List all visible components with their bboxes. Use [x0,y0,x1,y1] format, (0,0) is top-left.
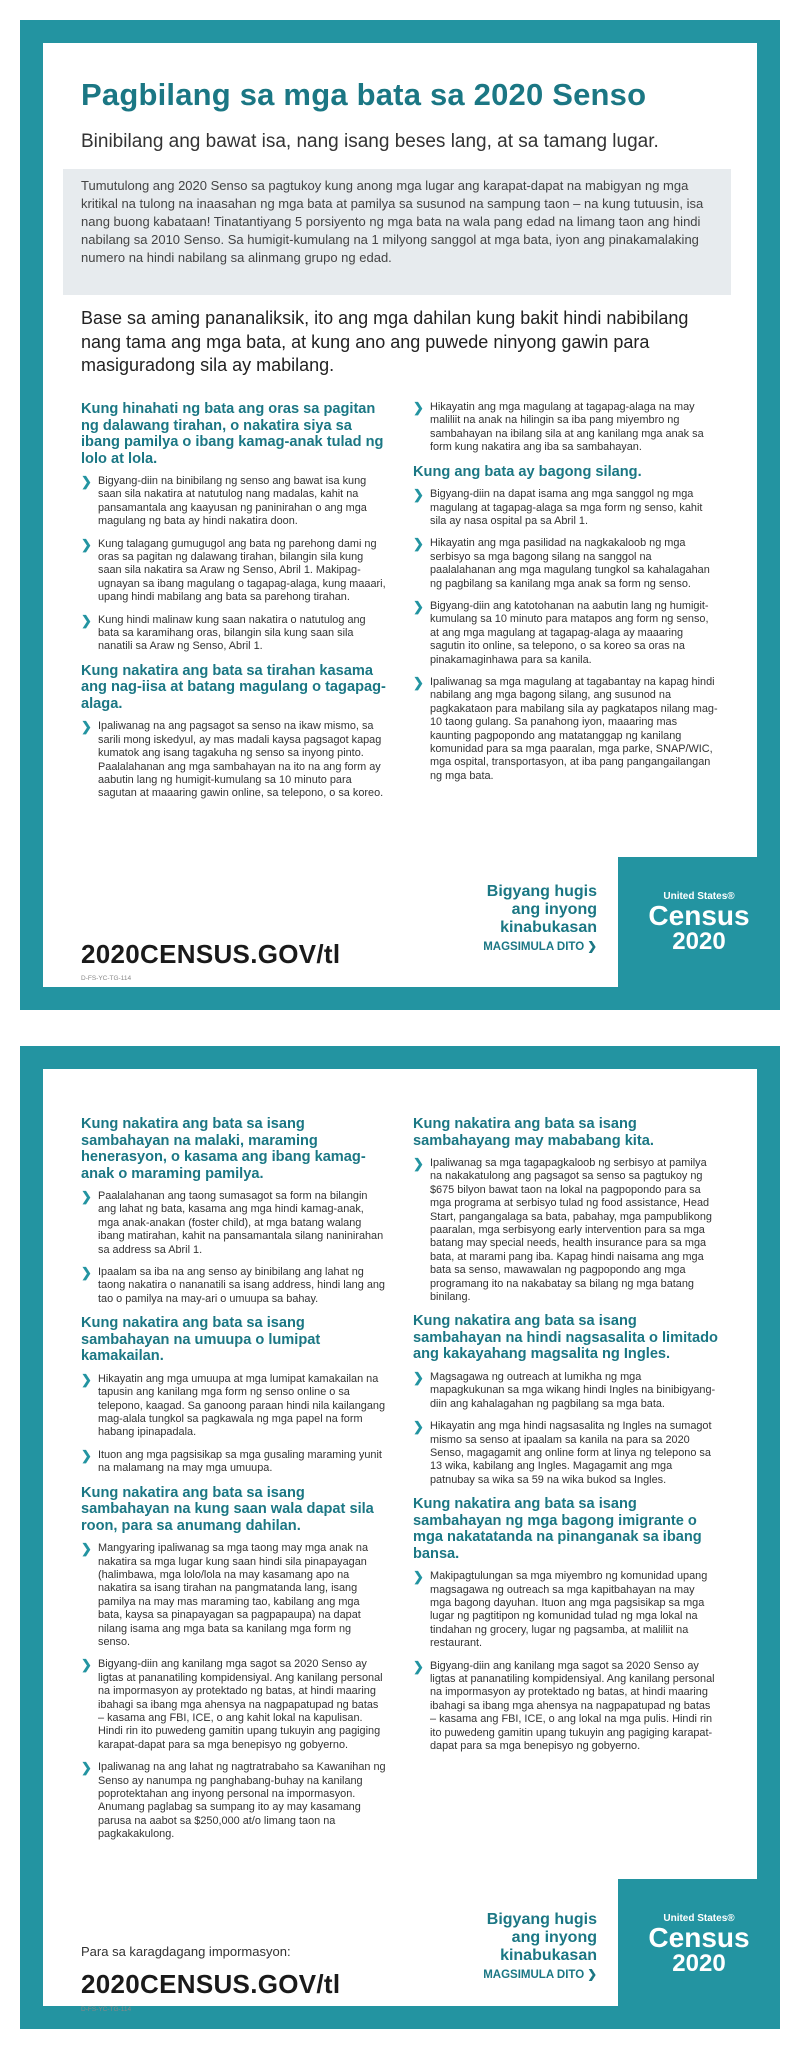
bullet-text: Ipaliwanag na ang pagsagot sa senso na ikaw mismo, sa sarili mong iskedyul, ay mas madali kaysa pagsagot kapag kumatok ang isang tagakuha ng senso sa inyong pinto. Paalalahanan ang mga sambahayan na ito na ang form ay aabutin lang ng humigit-kumulang sa 10 minuto para sagutan at maaaring gawin online, sa telepono, o sa koreo. [98,720,384,800]
tagline-line: kinabukasan [500,919,597,936]
tagline-line: Bigyang hugis [486,883,597,900]
page-1-content [43,43,757,987]
logo-year: 2020 [672,928,726,955]
bullet-list [413,1570,718,1753]
logo-united-states: United States® [663,1913,735,1924]
census-logo [618,1879,780,2029]
bullet-item [81,1542,386,1649]
bullet-text: Hikayatin ang mga hindi nagsasalita ng Ingles na sumagot mismo sa senso at ipaalam sa kanila na para sa 2020 Senso, magagamit ang online form at linya ng telepono sa 13 wika, kabilang ang Ingles. Magagamit ang mga patnubay sa wika sa 59 na wika bukod sa Ingles. [430,1420,712,1486]
bullet-list [81,1373,386,1476]
bullet-text: Bigyang-diin ang kanilang mga sagot sa 2020 Senso ay ligtas at pananatiling kompidensiyal. Ang kanilang personal na impormasyon ay protektado ng batas, at hindi maaring ibahagi sa ibang mga ahensya na nagpapatupad ng batas – kasama ang FBI, ICE, o ang kahit lokal na kapulisan. Hindi rin ito puwedeng gamitin upang tukuyin ang pagiging karapat-dapat para sa mga benepisyo ng gobyerno. [98,1658,383,1751]
section-heading: Kung ang bata ay bagong silang. [413,463,642,480]
bullet-item [81,1449,386,1476]
tagline-line: Bigyang hugis [486,1911,597,1928]
section-heading: Kung nakatira ang bata sa isang sambahayang may mababang kita. [413,1116,654,1149]
logo-year: 2020 [672,1950,726,1977]
bullet-item [81,1266,386,1306]
bullet-item [413,1420,718,1487]
page-subtitle: Binibilang ang bawat isa, nang isang beses lang, at sa tamang lugar. [81,131,659,152]
chevron-right-icon: ❯ [81,1760,92,1776]
tagline [397,883,597,955]
bullet-list [413,488,718,783]
bullet-item [413,1660,718,1754]
bullet-list [81,1190,386,1306]
bullet-text: Ipaliwanag sa mga tagapagkaloob ng serbisyo at pamilya na nakakatulong ang pagsagot sa senso sa pagtukoy ng $675 bilyon bawat taon na lokal na pagpopondo para sa mga programa at serbisyo tulad ng food assistance, Head Start, pangangalaga sa bata, pabahay, mga pampublikong paaralan, mga serbisyong early intervention para sa mga batang may special needs, health insurance para sa mga bata, at marami pang iba. Kapag hindi naisama ang mga bata sa senso, mawawalan ng pagpopondo ang mga programang ito na nakabatay sa bilang ng mga batang binilang. [430,1157,712,1304]
bullet-text: Hikayatin ang mga magulang at tagapag-alaga na may maliliit na anak na hilingin sa iba pang miyembro ng sambahayan na ibilang sila at ang kanilang mga anak sa form kung nakatira ang iba sa sambahayan. [430,401,704,454]
bullet-text: Hikayatin ang mga pasilidad na nagkakaloob ng mga serbisyo sa mga bagong silang na sanggol na paalalahanan ang mga magulang tungkol sa kahalagahan ng pagbilang sa kanilang mga anak sa form ng senso. [430,537,710,590]
bullet-item [81,1373,386,1440]
bullet-item [413,1371,718,1411]
bullet-text: Bigyang-diin na binibilang ng senso ang bawat isa kung saan sila nakatira at natutulog nang madalas, kahit na pansamantala ang kaayusan ng paninirahan o ang mga magulang ng bata ay hindi nakatira doon. [98,475,367,528]
bullet-text: Bigyang-diin ang katotohanan na aabutin lang ng humigit-kumulang sa 10 minuto para matapos ang form ng senso, at ang mga magulang at tagapag-alaga ay maaaring sagutin ito online, sa telepono, o sa koreo sa oras na pinakamaginhawa para sa kanila. [430,599,709,666]
page-title: Pagbilang sa mga bata sa 2020 Senso [81,77,647,112]
bullet-text: Mangyaring ipaliwanag sa mga taong may mga anak na nakatira sa mga lugar kung saan hindi sila pinapayagan (halimbawa, mga lolo/lola na may kasamang apo na nakatira sa isang tirahan na pangmatanda lang, isang pamilya na may mas maraming tao, kabilang ang mga bata, kaysa sa pinapayagan sa pagpapaupa) na dapat nilang isama ang mga bata sa kanilang mga form ng senso. [98,1542,369,1648]
chevron-right-icon: ❯ [81,1541,92,1557]
section-heading: Kung nakatira ang bata sa isang sambahayan na hindi nagsasalita o limitado ang kakayahang magsalita ng Ingles. [413,1313,718,1363]
intro-box: Tumutulong ang 2020 Senso sa pagtukoy kung anong mga lugar ang karapat-dapat na mabigyan ng mga kritikal na tulong na inaasahan ng mga bata at pamilya sa susunod na sampung taon – na kung tutuusin, isa nang buong kabataan! Tinatantiyang 5 porsiyento ng mga bata na wala pang edad na limang taon ang hindi nabilang sa 2010 Senso. Sa humigit-kumulang na 1 milyong sanggol at mga bata, iyon ang pinakamalaking numero na hindi nabilang sa alinmang grupo ng edad. [63,169,731,295]
right-column [413,1116,718,1763]
bullet-item [81,475,386,529]
chevron-right-icon: ❯ [413,1369,424,1385]
bullet-list [81,720,386,800]
census-logo [618,857,780,1010]
bullet-item [413,401,718,455]
chevron-right-icon: ❯ [81,1265,92,1281]
left-column [81,401,386,810]
tagline [397,1911,597,1983]
chevron-right-icon: ❯ [413,1156,424,1171]
bullet-item [413,537,718,591]
bullet-item [413,676,718,783]
bullet-text: Bigyang-diin na dapat isama ang mga sanggol ng mga magulang at tagapag-alaga sa mga form ng senso, kahit sila ay nasa ospital pa sa Abril 1. [430,488,703,527]
tagline-line: ang inyong [511,1929,597,1946]
bullet-list [81,1542,386,1842]
chevron-right-icon: ❯ [413,1569,424,1585]
section-heading: Kung nakatira ang bata sa isang sambahayan na kung saan wala dapat sila roon, para sa anumang dahilan. [81,1484,374,1534]
more-info-label: Para sa karagdagang impormasyon: [81,1944,291,1959]
bullet-text: Kung hindi malinaw kung saan nakatira o natutulog ang bata sa karamihang oras, bilangin sila kung saan sila nanatili sa Araw ng Senso, Abril 1. [98,613,366,653]
chevron-right-icon: ❯ [81,719,92,735]
start-here-link[interactable]: MAGSIMULA DITO ❯ [483,1969,597,1981]
chevron-right-icon: ❯ [413,1419,424,1435]
bullet-text: Hikayatin ang mga umuupa at mga lumipat kamakailan na tapusin ang kanilang mga form ng senso online o sa telepono, kaagad. Sa ganoong paraan hindi nila kailangang mag-alala tungkol sa pagkawala ng mga papel na form habang ipinapadala. [98,1372,386,1439]
chevron-right-icon: ❯ [81,1371,92,1387]
bullet-text: Ipaalam sa iba na ang senso ay binibilang ang lahat ng taong nakatira o nananatili sa isang address, hindi lang ang tao o pamilya na may-ari o umuupa sa bahay. [98,1266,385,1305]
bullet-list [413,1157,718,1304]
bullet-item [81,1190,386,1257]
chevron-right-icon: ❯ [413,536,424,552]
bullet-text: Bigyang-diin ang kanilang mga sagot sa 2020 Senso ay ligtas at pananatiling kompidensiyal. Ang kanilang personal na impormasyon ay protektado ng batas, at hindi maaring ibahagi sa ibang mga ahensya na nagpapatupad ng batas – kasama ang FBI, ICE, o ang lokal na mga pulis. Hindi rin ito puwedeng gamitin upang tukuyin ang pagiging karapat-dapat para sa mga benepisyo ng gobyerno. [430,1659,715,1753]
chevron-right-icon: ❯ [413,400,424,415]
section-heading: Kung nakatira ang bata sa isang sambahayan ng mga bagong imigrante o mga nakatatanda na pinanganak sa ibang bansa. [413,1496,702,1562]
bullet-text: Magsagawa ng outreach at lumikha ng mga mapagkukunan sa mga wikang hindi Ingles na binibigyang-diin ang kahalagahan ng pagbilang sa mga bata. [430,1370,716,1410]
bullet-item [81,538,386,605]
section-heading: Kung nakatira ang bata sa isang sambahayan na umuupa o lumipat kamakailan. [81,1315,321,1365]
tagline-line: kinabukasan [500,1947,597,1964]
chevron-right-icon: ❯ [81,612,92,628]
page-2-content [43,1069,757,2013]
page-1-frame [20,20,780,1010]
bullet-text: Ipaliwanag sa mga magulang at tagabantay na kapag hindi nabilang ang mga bagong silang, ang susunod na pagkakataon para mabilang sila ay pagkatapos nilang mag-10 taong gulang. Sa panahong iyon, maaaring mas kaunting pagpopondo ang matatanggap ng kanilang komunidad para sa mga paaralan, mga parke, SNAP/WIC, mga ospital, transportasyon, at iba pang pangangailangan ng mga bata. [430,676,718,782]
right-column [413,401,718,792]
section-heading: Kung nakatira ang bata sa isang sambahayan na malaki, maraming henerasyon, o kasama ang ibang kamag-anak o maraming pamilya. [81,1116,366,1182]
chevron-right-icon: ❯ [413,1658,424,1674]
bullet-item [413,1157,718,1304]
document-code: D-FS-YC-TG-114 [81,2006,132,2013]
section-heading: Kung hinahati ng bata ang oras sa pagitan ng dalawang tirahan, o nakatira siya sa ibang pamilya o ibang kamag-anak tulad ng lolo at lola. [81,401,384,467]
logo-united-states: United States® [663,891,735,902]
bullet-list [413,401,718,455]
bullet-list [81,475,386,654]
chevron-right-icon: ❯ [81,1189,92,1204]
left-column [81,1116,386,1851]
chevron-right-icon: ❯ [81,1447,92,1463]
chevron-right-icon: ❯ [81,474,92,489]
bullet-item [81,1761,386,1841]
bullet-item [413,600,718,667]
chevron-right-icon: ❯ [413,487,424,503]
document-code: D-FS-YC-TG-114 [81,975,132,982]
bullet-text: Paalalahanan ang taong sumasagot sa form na bilangin ang lahat ng bata, kasama ang mga hindi kamag-anak, mga anak-anakan (foster child), at mga batang walang ibang matirahan, kahit na pansamantala silang naninirahan sa address sa Abril 1. [98,1190,384,1256]
chevron-right-icon: ❯ [81,536,92,552]
website-url[interactable]: 2020CENSUS.GOV/tl [81,939,341,969]
bullet-item [81,1658,386,1752]
chevron-right-icon: ❯ [413,598,424,614]
tagline-line: ang inyong [511,901,597,918]
bullet-text: Kung talagang gumugugol ang bata ng parehong dami ng oras sa pagitan ng dalawang tirahan, bilangin sila kung saan sila nakatira sa Araw ng Senso, Abril 1. Makipag-ugnayan sa ibang magulang o tagapag-alaga, kung maaari, upang hindi mabilang ang bata sa parehong tirahan. [98,537,386,604]
bullet-list [413,1371,718,1487]
bullet-text: Ipaliwanag na ang lahat ng nagtratrabaho sa Kawanihan ng Senso ay nanumpa ng panghabang-buhay na kanilang poprotektahan ang inyong personal na impormasyon. Anumang paglabag sa sumpang ito ay may kasamang parusa na aabot sa $250,000 at/o limang taon na pagkakakulong. [98,1761,386,1841]
logo-census: Census [648,1922,750,1953]
section-heading: Kung nakatira ang bata sa tirahan kasama ang nag-iisa at batang magulang o tagapag-alaga. [81,662,386,712]
logo-census: Census [648,900,750,931]
page-2-frame [20,1046,780,2029]
bullet-text: Ituon ang mga pagsisikap sa mga gusaling maraming yunit na malamang na may mga umuupa. [98,1448,382,1475]
website-url[interactable]: 2020CENSUS.GOV/tl [81,1969,341,1999]
start-here-link[interactable]: MAGSIMULA DITO ❯ [483,941,597,953]
lead-paragraph: Base sa aming pananaliksik, ito ang mga dahilan kung bakit hindi nabibilang nang tama ang mga bata, at kung ano ang puwede ninyong gawin para masiguradong sila ay mabilang. [81,308,689,375]
bullet-item [81,720,386,800]
bullet-item [81,614,386,654]
bullet-item [413,488,718,528]
bullet-item [413,1570,718,1650]
chevron-right-icon: ❯ [81,1657,92,1673]
chevron-right-icon: ❯ [413,675,424,690]
bullet-text: Makipagtulungan sa mga miyembro ng komunidad upang magsagawa ng outreach sa mga kapitbahayan na may mga bagong dayuhan. Ituon ang mga pagsisikap sa mga lugar ng pagtitipon ng komunidad tulad ng mga lokal na tindahan ng grocery, lugar ng pagsamba, at maliliit na restaurant. [430,1570,708,1650]
